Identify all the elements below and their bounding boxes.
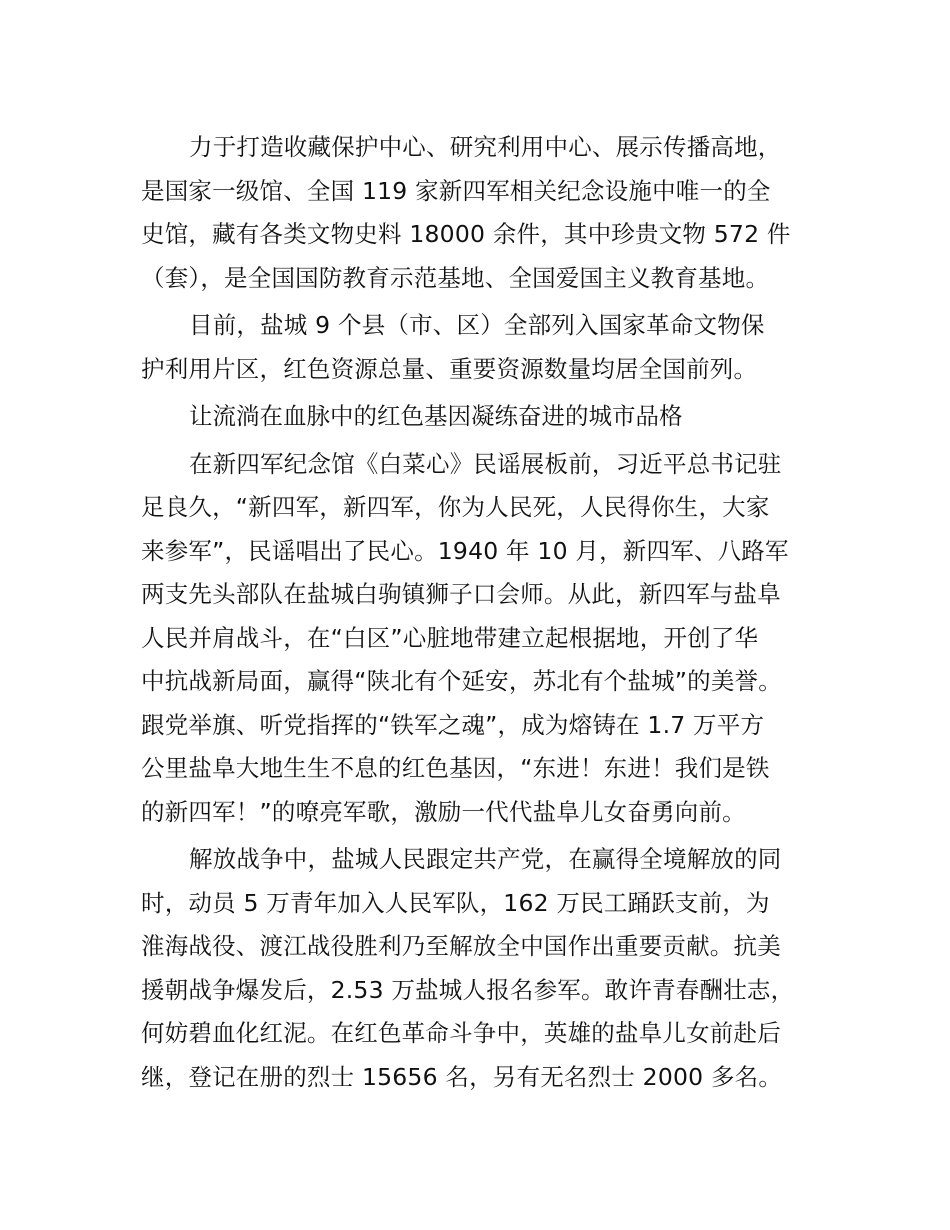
paragraph-red-resources <box>141 304 831 391</box>
text-line: 人民并肩战斗，在“白区”心脏地带建立起根据地，开创了华 <box>141 623 759 652</box>
document-page <box>141 126 831 1103</box>
text-line: 继，登记在册的烈士 15656 名，另有无名烈士 2000 多名。 <box>141 1062 783 1091</box>
text-line: 何妨碧血化红泥。在红色革命斗争中，英雄的盐阜儿女前赴后 <box>141 1019 781 1047</box>
text-line: 护利用片区，红色资源总量、重要资源数量均居全国前列。 <box>141 354 758 383</box>
text-line: 两支先头部队在盐城白驹镇狮子口会师。从此，新四军与盐阜 <box>141 580 781 608</box>
text-line: 来参军”，民谣唱出了民心。1940 年 10 月，新四军、八路军 <box>141 536 789 565</box>
paragraph-liberation-war <box>141 838 831 1099</box>
text-line: （套），是全国国防教育示范基地、全国爱国主义教育基地。 <box>141 263 770 292</box>
text-line: 足良久，“新四军，新四军，你为人民死，人民得你生，大家 <box>141 493 770 521</box>
text-line: 中抗战新局面，赢得“陕北有个延安，苏北有个盐城”的美誉。 <box>141 667 782 695</box>
text-line: 跟党举旗、听党指挥的“铁军之魂”，成为熔铸在 1.7 万平方 <box>141 710 765 739</box>
text-line: 史馆，藏有各类文物史料 18000 余件，其中珍贵文物 572 件 <box>141 220 791 248</box>
text-line: 在新四军纪念馆《白菜心》民谣展板前，习近平总书记驻 <box>189 449 782 478</box>
paragraph-museum-intro <box>141 126 831 300</box>
text-line: 目前，盐城 9 个县（市、区）全部列入国家革命文物保 <box>189 311 765 339</box>
text-line: 公里盐阜大地生生不息的红色基因，“东进！东进！我们是铁 <box>141 754 770 782</box>
text-line: 解放战争中，盐城人民跟定共产党，在赢得全境解放的同 <box>189 845 782 873</box>
text-line: 淮海战役、渡江战役胜利乃至解放全中国作出重要贡献。抗美 <box>141 932 781 960</box>
text-line: 时，动员 5 万青年加入人民军队，162 万民工踊跃支前，为 <box>141 888 770 917</box>
text-line: 援朝战争爆发后，2.53 万盐城人报名参军。敢许青春酬壮志， <box>141 975 795 1004</box>
paragraph-new-fourth-army <box>141 443 831 835</box>
text-line: 是国家一级馆、全国 119 家新四军相关纪念设施中唯一的全 <box>141 176 771 205</box>
section-heading: 让流淌在血脉中的红色基因凝练奋进的城市品格 <box>189 402 683 430</box>
text-line: 力于打造收藏保护中心、研究利用中心、展示传播高地， <box>189 133 782 161</box>
text-line: 的新四军！”的嘹亮军歌，激励一代代盐阜儿女奋勇向前。 <box>141 797 746 826</box>
